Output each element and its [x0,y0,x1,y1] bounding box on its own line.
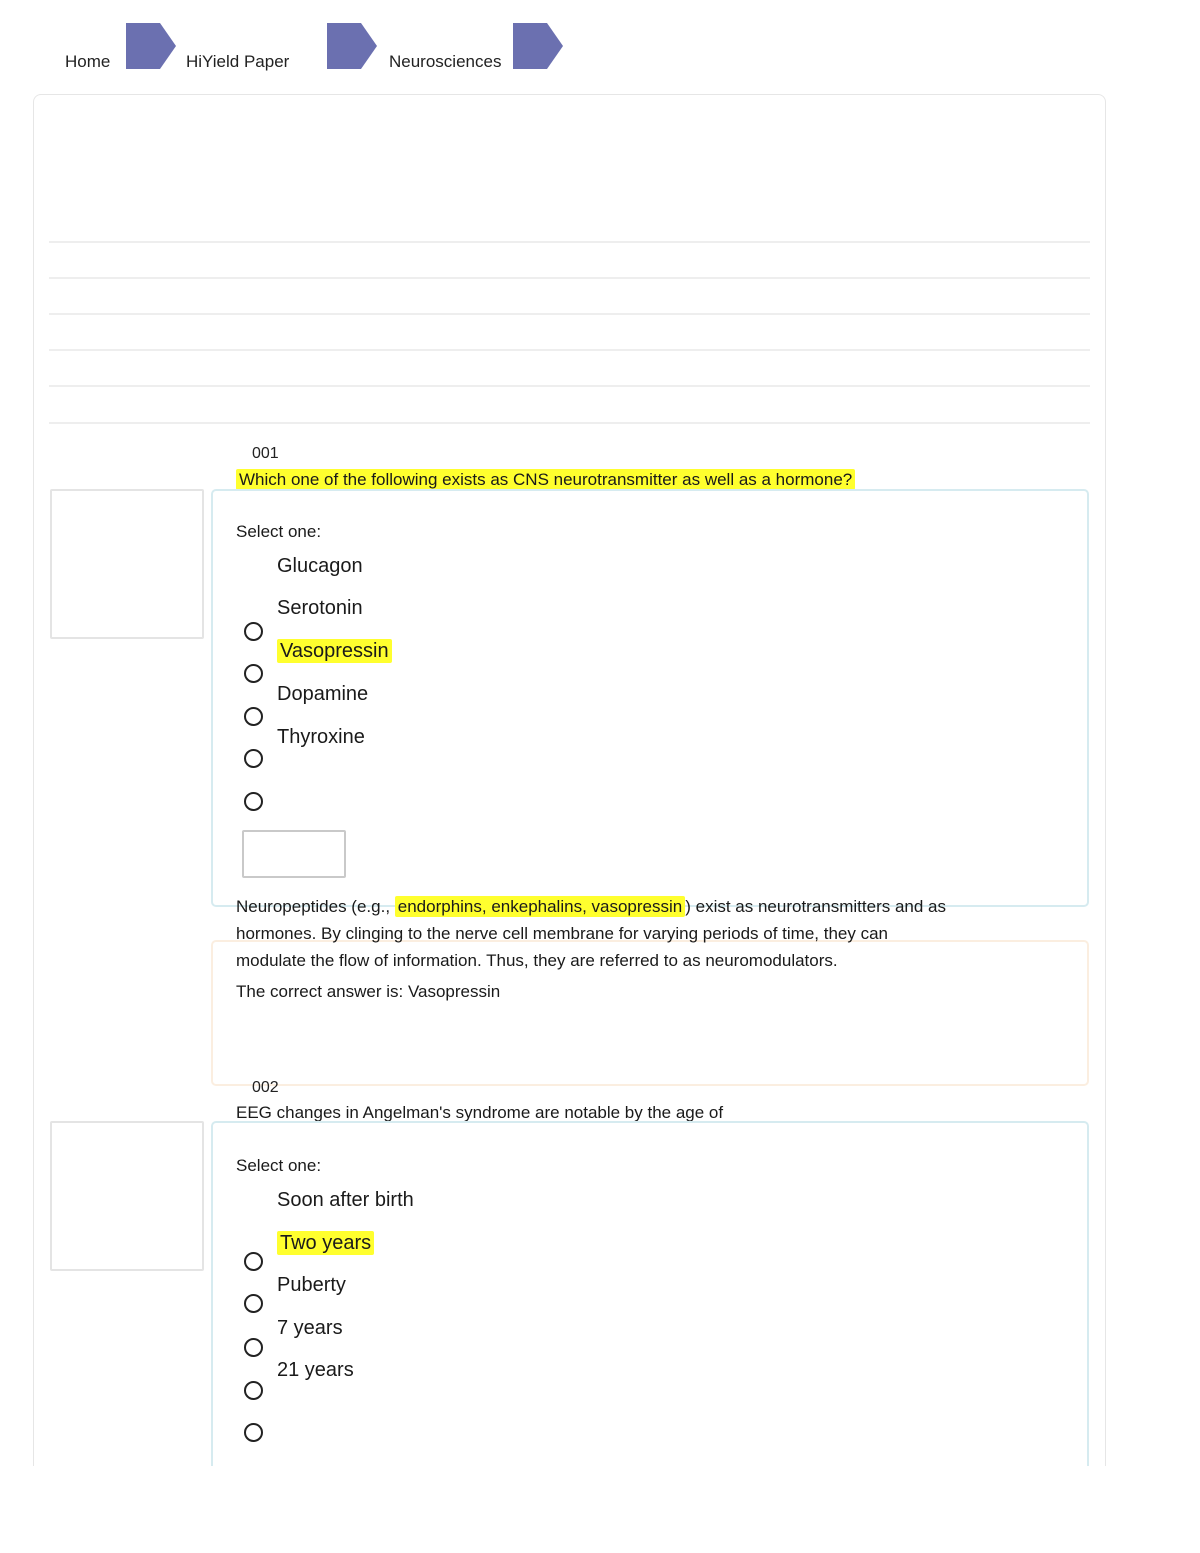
question-text-highlight: Which one of the following exists as CNS neurotransmitter as well as a hormone? [236,469,855,490]
feedback-text: ) exist as neurotransmitters and as [685,897,947,916]
divider [49,385,1090,387]
select-one-label: Select one: [236,1156,322,1175]
page-bottom-blank [0,1466,1200,1553]
breadcrumb-home[interactable]: Home [65,52,111,71]
option-radio[interactable] [244,1381,263,1400]
feedback-text: hormones. By clinging to the nerve cell membrane for varying periods of time, they can [236,924,888,943]
question-box [211,1121,1089,1481]
option-radio[interactable] [244,1423,263,1442]
question-number: 002 [252,1079,279,1096]
option-radio[interactable] [244,792,263,811]
option-label: 21 years [277,1359,354,1381]
select-one-label: Select one: [236,522,322,541]
option-radio[interactable] [244,1338,263,1357]
divider [49,277,1090,279]
option-label: 7 years [277,1317,343,1339]
divider [49,422,1090,424]
option-label: Soon after birth [277,1189,414,1211]
option-label-highlight: Two years [277,1231,374,1255]
option-label: Glucagon [277,555,363,577]
option-radio[interactable] [244,1252,263,1271]
breadcrumb-separator-icon [327,23,377,69]
question-number: 001 [252,445,279,462]
breadcrumb-neurosciences[interactable]: Neurosciences [389,52,502,71]
feedback-text: modulate the flow of information. Thus, they are referred to as neuromodulators. [236,951,838,970]
option-label-highlight: Vasopressin [277,639,392,663]
divider [49,349,1090,351]
option-radio[interactable] [244,707,263,726]
feedback-highlight: endorphins, enkephalins, vasopressin [395,896,685,917]
correct-answer: The correct answer is: Vasopressin [236,982,501,1001]
option-label [277,1232,374,1255]
option-label [277,640,392,663]
option-radio[interactable] [244,749,263,768]
option-radio[interactable] [244,1294,263,1313]
feedback-text: Neuropeptides (e.g., [236,897,395,916]
feedback-explanation [236,893,1036,974]
divider [49,241,1090,243]
breadcrumb-separator-icon [513,23,563,69]
question-text: EEG changes in Angelman's syndrome are notable by the age of [236,1103,724,1122]
option-label: Serotonin [277,597,363,619]
breadcrumb-separator-icon [126,23,176,69]
question-text [236,470,855,490]
option-label: Dopamine [277,683,369,705]
question-info-box [50,1121,204,1271]
divider [49,313,1090,315]
option-label: Puberty [277,1274,346,1296]
question-info-box [50,489,204,639]
breadcrumb-hiyield-paper[interactable]: HiYield Paper [186,52,290,71]
option-label: Thyroxine [277,726,365,748]
option-radio[interactable] [244,622,263,641]
option-radio[interactable] [244,664,263,683]
check-button[interactable] [242,830,346,878]
